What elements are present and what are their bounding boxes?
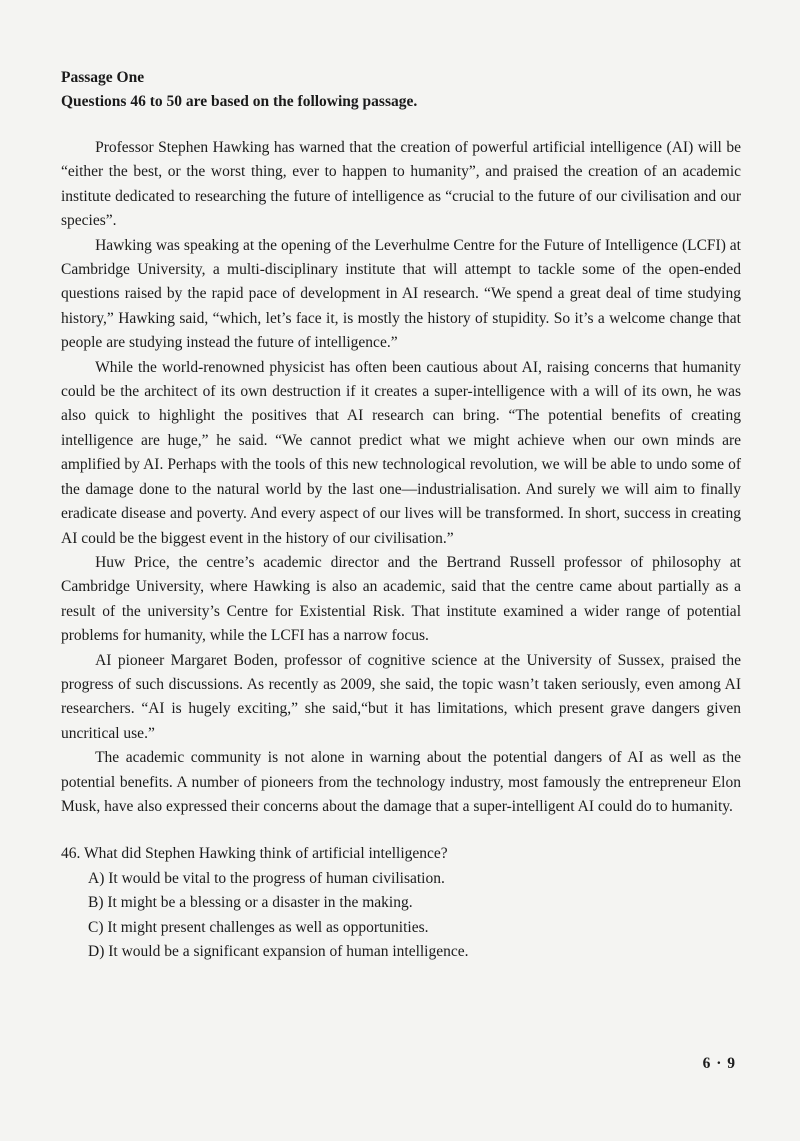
option-d[interactable]: D) It would be a significant expansion of human intelligence. xyxy=(88,943,469,960)
page-number: 6 · 9 xyxy=(702,1055,736,1072)
passage-paragraph-3: While the world-renowned physicist has often been cautious about AI, raising concerns that humanity could be the architect of its own destruction if it creates a super-intelligence with a will of its own, he was also quick to highlight the positives that AI research can bring. “The potential benefits of creating intelligence are huge,” he said. “We cannot predict what we might achieve when our own minds are amplified by AI. Perhaps with the tools of this new technological revolution, we will be able to undo some of the damage done to the natural world by the last one—industrialisation. And surely we will aim to finally eradicate disease and poverty. And every aspect of our lives will be transformed. In short, success in creating AI could be the biggest event in the history of our civilisation.” xyxy=(61,358,741,547)
option-a[interactable]: A) It would be vital to the progress of human civilisation. xyxy=(88,869,445,887)
passage-instructions: Questions 46 to 50 are based on the following passage. xyxy=(61,93,418,110)
option-c[interactable]: C) It might present challenges as well as opportunities. xyxy=(88,918,429,936)
option-b[interactable]: B) It might be a blessing or a disaster in the making. xyxy=(88,894,413,912)
answer-options xyxy=(61,867,741,965)
page-content xyxy=(61,66,741,964)
passage-paragraph-1: Professor Stephen Hawking has warned that the creation of powerful artificial intelligence (AI) will be “either the best, or the worst thing, ever to happen to humanity”, and praised the creation of an academic institute dedicated to researching the future of intelligence as “crucial to the future of our civilisation and our species”. xyxy=(61,139,741,230)
passage-title: Passage One xyxy=(61,69,145,86)
passage-paragraph-4: Huw Price, the centre’s academic director and the Bertrand Russell professor of philosophy at Cambridge University, where Hawking is also an academic, said that the centre came about partially as a result of the university’s Centre for Existential Risk. That institute examined a wider range of potential problems for humanity, while the LCFI has a narrow focus. xyxy=(61,553,741,645)
question-46 xyxy=(61,842,741,964)
passage-paragraph-6: The academic community is not alone in warning about the potential dangers of AI as well as the potential benefits. A number of pioneers from the technology industry, most famously the entrepreneur Elon Musk, have also expressed their concerns about the damage that a super-intelligent AI could do to humanity. xyxy=(61,749,741,815)
passage-paragraph-5: AI pioneer Margaret Boden, professor of cognitive science at the University of Sussex, praised the progress of such discussions. As recently as 2009, she said, the topic wasn’t taken seriously, even among AI researchers. “AI is hugely exciting,” she said,“but it has limitations, which present grave dangers given uncritical use.” xyxy=(61,651,741,742)
question-stem: 46. What did Stephen Hawking think of artificial intelligence? xyxy=(61,845,448,863)
passage-body xyxy=(61,136,741,819)
passage-paragraph-2: Hawking was speaking at the opening of the Leverhulme Centre for the Future of Intelligence (LCFI) at Cambridge University, a multi-disciplinary institute that will attempt to tackle some of the open-ended questions raised by the rapid pace of development in AI research. “We spend a great deal of time studying history,” Hawking said, “which, let’s face it, is mostly the history of stupidity. So it’s a welcome change that people are studying instead the future of intelligence.” xyxy=(61,236,741,352)
